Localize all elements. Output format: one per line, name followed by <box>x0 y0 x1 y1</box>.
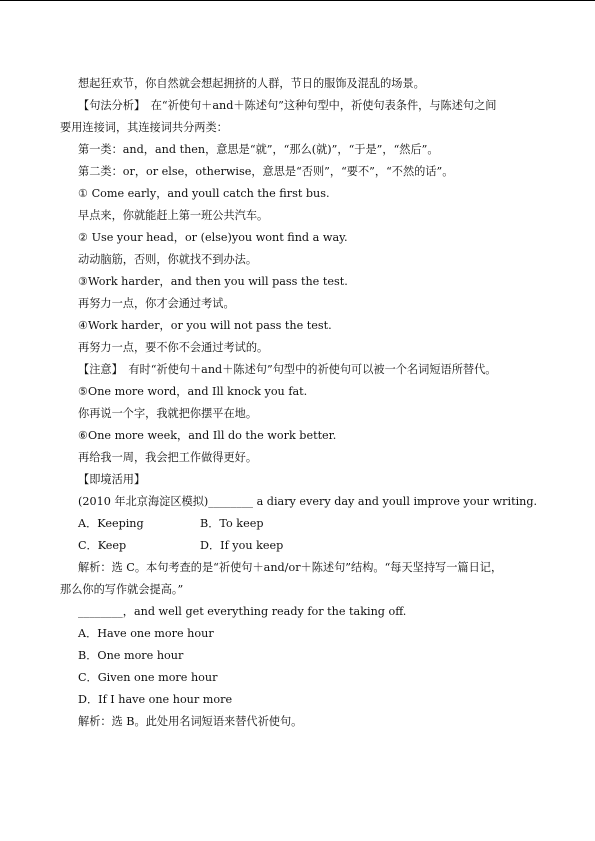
question-2-option-a: A．Have one more hour <box>78 627 214 640</box>
example-2-english: ② Use your head，or (else)you wont find a way. <box>78 231 348 244</box>
example-3-english: ③Work harder，and then you will pass the test. <box>78 275 348 288</box>
example-1-english: ① Come early，and youll catch the first bus. <box>78 187 330 200</box>
question-2-option-c: C．Given one more hour <box>78 671 218 684</box>
option-d: D．If you keep <box>200 539 284 552</box>
text-line-3: 要用连接词，其连接词共分两类： <box>60 121 228 134</box>
example-6-english: ⑥One more week，and Ill do the work better. <box>78 429 337 442</box>
option-a: A．Keeping <box>78 517 144 530</box>
category-two-line: 第二类：or，or else，otherwise，意思是“否则”，“要不”，“不然的话”。 <box>78 165 454 178</box>
example-6-chinese: 再给我一周，我会把工作做得更好。 <box>78 451 258 464</box>
top-rule <box>0 0 595 1</box>
example-5-chinese: 你再说一个字，我就把你摆平在地。 <box>78 407 258 420</box>
answer-2-explanation: 解析：选 B。此处用名词短语来替代祈使句。 <box>78 715 303 728</box>
example-4-chinese: 再努力一点，要不你不会通过考试的。 <box>78 341 269 354</box>
question-2-option-d: D．If I have one hour more <box>78 693 233 706</box>
example-2-chinese: 动动脑筋，否则，你就找不到办法。 <box>78 253 258 266</box>
practice-heading: 【即境活用】 <box>78 473 146 486</box>
example-3-chinese: 再努力一点，你才会通过考试。 <box>78 297 235 310</box>
example-5-english: ⑤One more word，and Ill knock you fat. <box>78 385 308 398</box>
answer-1-explanation: 解析：选 C。本句考查的是“祈使句＋and/or＋陈述句”结构。“每天坚持写一篇日记， <box>78 561 503 574</box>
category-one-line: 第一类：and，and then，意思是“就”，“那么(就)”，“于是”，“然后”。 <box>78 143 439 156</box>
question-2-option-b: B．One more hour <box>78 649 184 662</box>
syntax-analysis-heading: 【句法分析】 在“祈使句＋and＋陈述句”这种句型中，祈使句表条件，与陈述句之间 <box>78 99 497 112</box>
option-b: B．To keep <box>200 517 264 530</box>
example-4-english: ④Work harder，or you will not pass the test. <box>78 319 332 332</box>
answer-1-explanation-cont: 那么你的写作就会提高。” <box>60 583 184 596</box>
note-heading: 【注意】 有时“祈使句＋and＋陈述句”句型中的祈使句可以被一个名词短语所替代。 <box>78 363 497 376</box>
question-1-options-row-2 <box>78 535 548 557</box>
question-2-stem: ________，and well get everything ready for the taking off. <box>78 605 407 618</box>
question-1-stem: (2010 年北京海淀区模拟)________ a diary every day and youll improve your writing. <box>78 495 538 508</box>
question-1-options-row-1 <box>78 513 548 535</box>
example-1-chinese: 早点来，你就能赶上第一班公共汽车。 <box>78 209 269 222</box>
text-line-1: 想起狂欢节，你自然就会想起拥挤的人群，节日的服饰及混乱的场景。 <box>78 77 425 90</box>
option-c: C．Keep <box>78 539 127 552</box>
